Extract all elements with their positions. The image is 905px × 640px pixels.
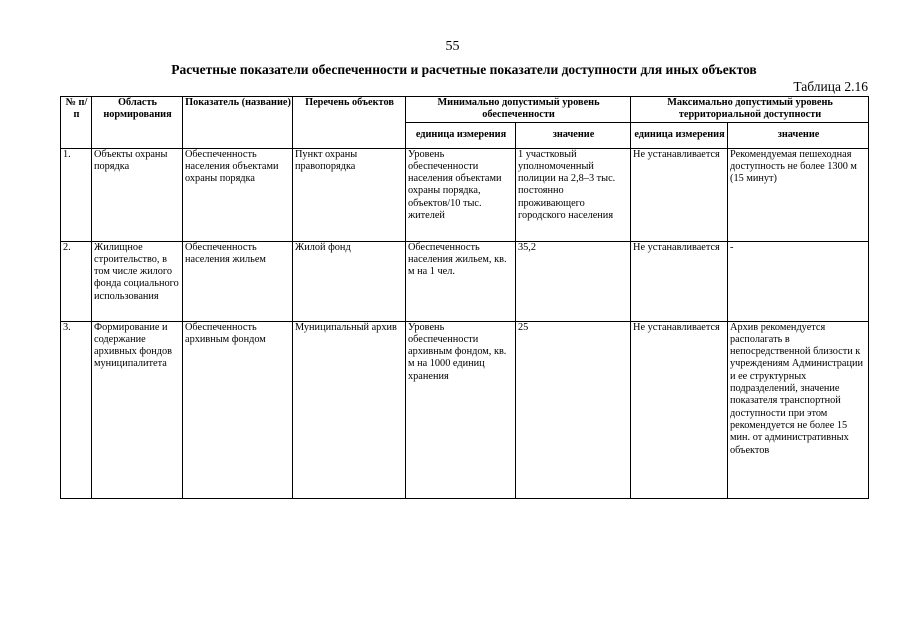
row-area: Формирование и содержание архивных фондов муниципалитета — [92, 321, 183, 498]
table-row — [61, 148, 869, 241]
row-min-value: 35,2 — [516, 241, 631, 321]
row-min-value: 1 участковый уполномоченный полиции на 2,8–3 тыс. постоянно проживающего городского населения — [516, 148, 631, 241]
row-min-unit: Обеспеченность населения жильем, кв. м на 1 чел. — [406, 241, 516, 321]
row-objects: Жилой фонд — [293, 241, 406, 321]
header-num: № п/п — [61, 97, 92, 149]
table-label: Таблица 2.16 — [793, 79, 868, 94]
header-indicator: Показатель (название) — [183, 97, 293, 149]
row-objects: Муниципальный архив — [293, 321, 406, 498]
row-objects: Пункт охраны правопорядка — [293, 148, 406, 241]
header-min-value: значение — [516, 122, 631, 148]
table-row — [61, 241, 869, 321]
header-min-unit: единица измерения — [406, 122, 516, 148]
header-max-group: Максимально допустимый уровень территориальной доступности — [631, 97, 869, 123]
row-indicator: Обеспеченность населения объектами охраны порядка — [183, 148, 293, 241]
row-min-unit: Уровень обеспеченности архивным фондом, кв. м на 1000 единиц хранения — [406, 321, 516, 498]
page-number: 55 — [445, 39, 460, 54]
row-num: 3. — [61, 321, 92, 498]
row-max-unit: Не устанавливается — [631, 321, 728, 498]
row-num: 1. — [61, 148, 92, 241]
row-max-unit: Не устанавливается — [631, 241, 728, 321]
row-area: Жилищное строительство, в том числе жилого фонда социального использования — [92, 241, 183, 321]
row-min-value: 25 — [516, 321, 631, 498]
row-indicator: Обеспеченность населения жильем — [183, 241, 293, 321]
header-objects: Перечень объектов — [293, 97, 406, 149]
row-indicator: Обеспеченность архивным фондом — [183, 321, 293, 498]
row-max-value: Архив рекомендуется располагать в непосредственной близости к учреждениям Администрации и ее структурных подразделений, значение показателя транспортной доступности при этом рекомендуется не более 15 мин. от административных объектов — [728, 321, 869, 498]
document-title: Расчетные показатели обеспеченности и расчетные показатели доступности для иных объектов — [171, 62, 757, 77]
row-num: 2. — [61, 241, 92, 321]
header-area: Область нормирования — [92, 97, 183, 149]
header-max-unit: единица измерения — [631, 122, 728, 148]
norms-table — [60, 96, 869, 499]
row-area: Объекты охраны порядка — [92, 148, 183, 241]
row-max-unit: Не устанавливается — [631, 148, 728, 241]
row-min-unit: Уровень обеспеченности населения объектами охраны порядка, объектов/10 тыс. жителей — [406, 148, 516, 241]
header-max-value: значение — [728, 122, 869, 148]
table-row — [61, 321, 869, 498]
row-max-value: Рекомендуемая пешеходная доступность не более 1300 м (15 минут) — [728, 148, 869, 241]
header-min-group: Минимально допустимый уровень обеспеченности — [406, 97, 631, 123]
row-max-value: - — [728, 241, 869, 321]
